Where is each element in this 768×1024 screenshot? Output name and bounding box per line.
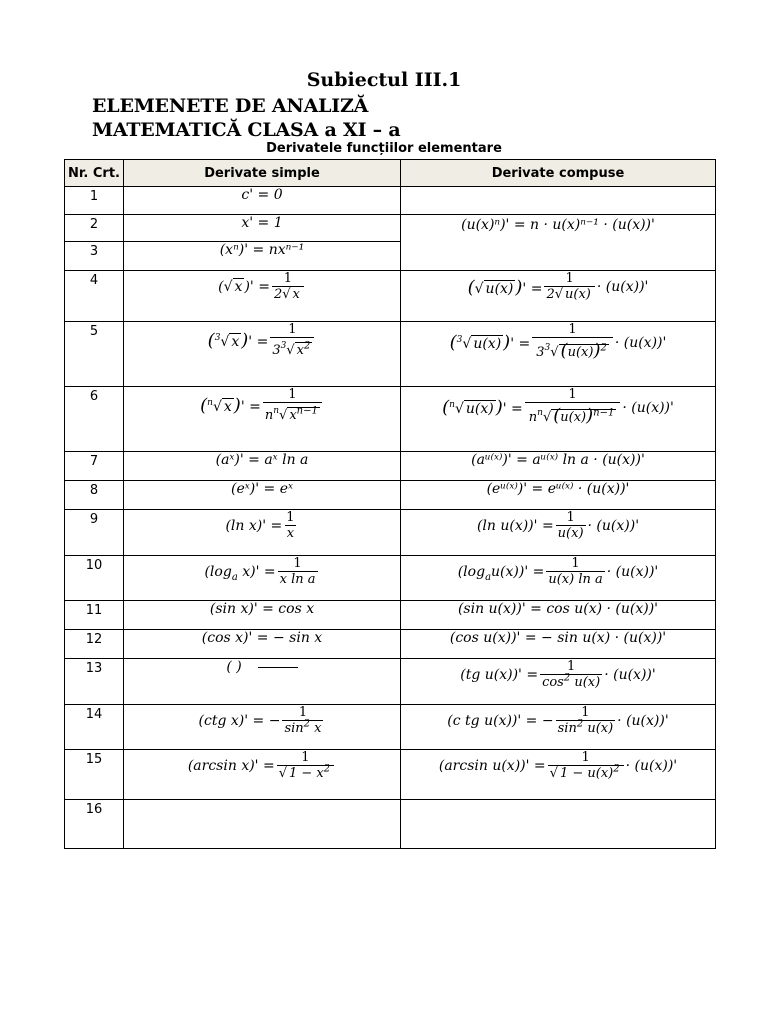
- row-number: 14: [65, 705, 124, 750]
- title-line-2: MATEMATICĂ CLASA a XI – a: [92, 119, 401, 141]
- simple-derivative: [124, 322, 401, 387]
- table-row: [65, 800, 716, 849]
- simple-derivative: [124, 387, 401, 452]
- simple-derivative: [124, 187, 401, 215]
- compound-derivative: [401, 750, 716, 800]
- compound-derivative: [401, 481, 716, 510]
- table-row: [65, 387, 716, 452]
- simple-derivative: [124, 556, 401, 601]
- compound-derivative: [401, 705, 716, 750]
- table-row: [65, 556, 716, 601]
- formula-tg-compound: (tg u(x))' = $\frac{1}{\cos^2 u(x)}$ · (u(x))': [460, 659, 656, 690]
- row-number: 10: [65, 556, 124, 601]
- column-header-nr: Nr. Crt.: [65, 160, 124, 187]
- row-number: 1: [65, 187, 124, 215]
- row-number: 12: [65, 630, 124, 659]
- formula-log-compound: $(\log_au(x))'$ = $\frac{1}{\text{u(x) ln a}}$ · (u(x))': [457, 556, 659, 587]
- compound-derivative: [401, 601, 716, 630]
- simple-derivative: [124, 452, 401, 481]
- table-caption: Derivatele funcțiilor elementare: [266, 141, 502, 156]
- row-number: 6: [65, 387, 124, 452]
- formula-nroot: ($^n$√ x )' = $\frac{1}{n^n√ x^{n-1}}$: [124, 387, 400, 424]
- row-number: 2: [65, 215, 124, 242]
- row-number: 5: [65, 322, 124, 387]
- simple-derivative: [124, 601, 401, 630]
- compound-derivative: [401, 452, 716, 481]
- compound-derivative: [401, 556, 716, 601]
- formula-exp-e-compound: (eᵘ⁽ˣ⁾)' = eᵘ⁽ˣ⁾ · (u(x))': [486, 481, 630, 497]
- compound-derivative: [401, 215, 716, 271]
- row-number: 13: [65, 659, 124, 705]
- simple-derivative: [124, 481, 401, 510]
- row-number: 8: [65, 481, 124, 510]
- table-row: [65, 322, 716, 387]
- compound-derivative: [401, 630, 716, 659]
- simple-derivative: [124, 750, 401, 800]
- formula-ln-compound: (ln u(x))' = $\frac{1}{u(x)}$ · (u(x))': [476, 510, 640, 541]
- row-number: 3: [65, 242, 124, 271]
- compound-derivative: [401, 659, 716, 705]
- table-row: [65, 187, 716, 215]
- table-row: [65, 271, 716, 322]
- compound-derivative: [401, 387, 716, 452]
- row-number: 4: [65, 271, 124, 322]
- simple-derivative: [124, 215, 401, 242]
- formula-sqrt-compound: (√ u(x) )' = $\frac{1}{2√ u(x)}$ · (u(x))': [467, 271, 649, 302]
- formula-ln: (ln x)' = $\frac{1}{x}$: [225, 510, 295, 541]
- table-row: [65, 750, 716, 800]
- simple-derivative: [124, 242, 401, 271]
- table-row: [65, 601, 716, 630]
- formula-log: ($\log_a$ x)' = $\frac{1}{\text{x ln a}}$: [204, 556, 316, 587]
- derivatives-table: [64, 159, 716, 849]
- simple-derivative: [124, 510, 401, 556]
- formula-sin-compound: (sin u(x))' = cos u(x) · (u(x))': [457, 601, 659, 617]
- document-heading: [0, 66, 768, 142]
- row-number: 9: [65, 510, 124, 556]
- title-line-1: ELEMENETE DE ANALIZĂ: [92, 95, 369, 117]
- formula-sin: (sin x)' = cos x: [209, 601, 315, 617]
- table-row: [65, 659, 716, 705]
- formula-x: x' = 1: [241, 215, 283, 231]
- formula-exp-e: (eˣ)' = eˣ: [231, 481, 293, 497]
- formula-arcsin-compound: (arcsin u(x))' = $\frac{1}{√ 1 - u(x)^2}$ · (u(x))': [438, 750, 678, 781]
- row-number: 7: [65, 452, 124, 481]
- compound-derivative: [401, 271, 716, 322]
- table-row: [65, 215, 716, 242]
- row-number: 11: [65, 601, 124, 630]
- formula-nroot-compound: ($^n$√ u(x) )' = $\frac{1}{n^n√ (u(x))^{n-1}}$ · (u(x))': [442, 387, 674, 426]
- compound-derivative: [401, 510, 716, 556]
- row-number: 16: [65, 800, 124, 849]
- table-row: [65, 510, 716, 556]
- simple-derivative: [124, 271, 401, 322]
- formula-arcsin: (arcsin x)' = $\frac{1}{√ 1 - x^2}$: [124, 750, 400, 782]
- formula-tg-blank: ( ): [124, 659, 400, 675]
- formula-cbrt: ($^3$√ x )' = $\frac{1}{3^3√ x^2}$: [124, 322, 400, 359]
- simple-derivative: [124, 705, 401, 750]
- formula-power: (xⁿ)' = nxⁿ⁻¹: [219, 242, 305, 258]
- formula-cbrt-compound: ($^3$√ u(x) )' = $\frac{1}{3^3√ (u(x))^2}$ · (u(x))': [449, 322, 667, 361]
- table-row: [65, 705, 716, 750]
- column-header-simple: Derivate simple: [124, 160, 401, 187]
- formula-c: c' = 0: [241, 187, 283, 203]
- formula-power-compound: (u(x)ⁿ)' = n · u(x)ⁿ⁻¹ · (u(x))': [461, 217, 655, 233]
- table-header-row: [65, 160, 716, 187]
- table-row: [65, 630, 716, 659]
- formula-exp-a: (aˣ)' = aˣ ln a: [215, 452, 309, 468]
- table-row: [65, 452, 716, 481]
- table-row: [65, 481, 716, 510]
- simple-derivative: [124, 630, 401, 659]
- formula-exp-a-compound: (aᵘ⁽ˣ⁾)' = aᵘ⁽ˣ⁾ ln a · (u(x))': [471, 452, 645, 468]
- formula-cos-compound: (cos u(x))' = − sin u(x) · (u(x))': [449, 630, 667, 646]
- subject-title: Subiectul III.1: [306, 69, 462, 91]
- simple-derivative: [124, 659, 401, 705]
- simple-derivative: [124, 800, 401, 849]
- formula-sqrt: (√ x )' = $\frac{1}{2√ x}$: [124, 271, 400, 303]
- compound-derivative: [401, 800, 716, 849]
- formula-ctg-compound: (c tg u(x))' = − $\frac{1}{\sin^2 u(x)}$ · (u(x))': [447, 705, 669, 736]
- row-number: 15: [65, 750, 124, 800]
- column-header-compound: Derivate compuse: [401, 160, 716, 187]
- compound-derivative: [401, 187, 716, 215]
- formula-ctg: (ctg x)' = − $\frac{1}{\sin^2 x}$: [198, 705, 322, 736]
- formula-cos: (cos x)' = − sin x: [201, 630, 323, 646]
- compound-derivative: [401, 322, 716, 387]
